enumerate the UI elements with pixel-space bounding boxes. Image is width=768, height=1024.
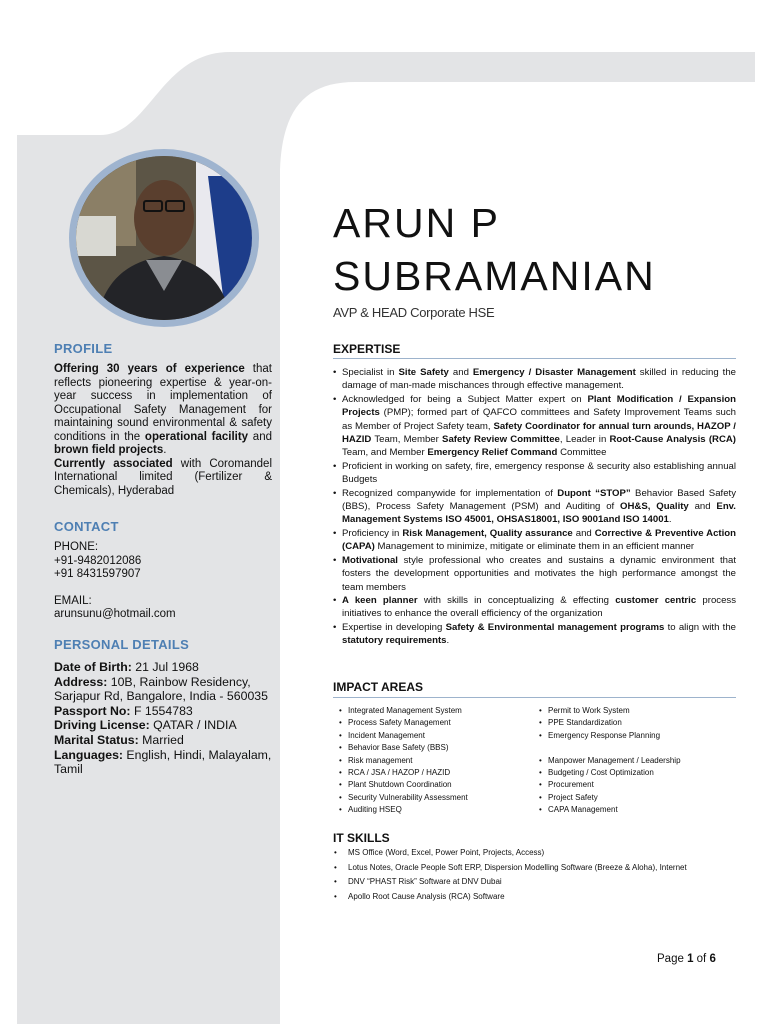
text: and — [248, 430, 272, 443]
phone-label: PHONE: — [54, 541, 99, 553]
bold-text: statutory requirements — [342, 635, 447, 647]
text: Acknowledged for being a Subject Matter expert on — [342, 393, 588, 405]
bold-text: Offering 30 years of experience — [54, 363, 245, 375]
text: to align with the — [664, 621, 736, 633]
expertise-list — [333, 366, 736, 648]
impact-item: • CAPA Management — [539, 804, 681, 816]
languages-row: Languages: English, Hindi, Malayalam, Tamil — [54, 747, 272, 777]
impact-item: • Permit to Work System — [539, 705, 681, 717]
impact-item: • Process Safety Management — [339, 717, 468, 729]
expertise-item — [333, 393, 736, 460]
text: skilled in reducing the damage of man-made mischances through effective management. — [342, 367, 737, 392]
bold-text: Safety Coordinator for annual turn arounds, HAZOP / HAZID — [342, 420, 736, 446]
text: Team, Member — [371, 434, 443, 446]
marital-row: Marital Status: Married — [54, 732, 184, 747]
bold-text: operational facility — [144, 430, 249, 443]
impact-item: • Procurement — [539, 779, 681, 791]
text: that reflects pioneering expertise & year-on-year success in implementation of Occupational Safety Management for maintaining sound environmental & safety conditions in the — [54, 363, 272, 443]
bold-text: Env. Management Systems ISO 45001, OHSAS18001, ISO 9001and ISO 14001 — [342, 501, 736, 526]
text: Team, and Member — [342, 447, 428, 459]
expertise-heading: EXPERTISE — [333, 342, 401, 356]
profile-heading: PROFILE — [54, 341, 113, 356]
impact-item: • Risk management — [339, 755, 468, 767]
profile-photo — [76, 156, 252, 320]
expertise-item — [333, 487, 736, 527]
text: and — [572, 527, 595, 539]
impact-item: • Incident Management — [339, 730, 468, 742]
text: style professional who creates and sustains a dynamic environment that fosters the development opportunities and motivates the high performance amongst the team members — [342, 554, 736, 593]
impact-item: • Plant Shutdown Coordination — [339, 779, 468, 791]
current-position — [54, 458, 272, 499]
bold-text: A keen planner — [342, 594, 418, 606]
text: Expertise in developing — [342, 621, 446, 633]
phone-number-1: +91-9482012086 — [54, 554, 142, 567]
personal-details-heading: PERSONAL DETAILS — [54, 637, 190, 652]
expertise-divider — [333, 358, 736, 359]
text: Proficiency in — [342, 527, 403, 539]
text: with skills in conceptualizing & effecting — [417, 594, 616, 606]
text: and — [448, 367, 473, 378]
expertise-item — [333, 621, 736, 648]
text: . — [668, 514, 672, 526]
expertise-item — [333, 554, 736, 594]
bold-text: Site Safety — [398, 367, 449, 378]
text: . — [163, 444, 167, 456]
text: . — [446, 635, 450, 647]
phone-number-2: +91 8431597907 — [54, 568, 141, 580]
impact-areas-heading: IMPACT AREAS — [333, 680, 423, 694]
impact-item: • PPE Standardization — [539, 717, 681, 729]
bold-text: Safety Review Committee — [442, 434, 560, 446]
impact-item: • Budgeting / Cost Optimization — [539, 767, 681, 779]
text: (PMP); formed part of QAFCO committees and Safety Improvement Teams such as Member of Project Safety team, — [342, 407, 736, 432]
email-label: EMAIL: — [54, 594, 92, 607]
impact-item: • RCA / JSA / HAZOP / HAZID — [339, 767, 468, 779]
email-address: arunsunu@hotmail.com — [54, 608, 176, 620]
text: Specialist in — [342, 367, 399, 378]
impact-item: • Auditing HSEQ — [339, 804, 468, 816]
bold-text: Currently associated — [54, 457, 173, 470]
bold-text: Corrective & Preventive Action (CAPA) — [342, 527, 736, 553]
text: Management to minimize, mitigate or eliminate them in an efficient manner — [374, 541, 695, 553]
text: Committee — [557, 447, 607, 459]
bold-text: Risk Management, Quality assurance — [402, 527, 573, 539]
contact-heading: CONTACT — [54, 519, 119, 534]
impact-column-2 — [539, 705, 681, 817]
text: Proficient in working on safety, fire, emergency response & security also establishing annual Budgets — [342, 460, 736, 486]
bold-text: customer centric — [615, 594, 697, 606]
impact-item: • Emergency Response Planning — [539, 730, 681, 742]
text: Behavior Based Safety (BBS), Process Safety Management (PSM) and Auditing of — [342, 487, 736, 513]
passport-row: Passport No: F 1554783 — [54, 703, 193, 718]
contact-block — [54, 541, 272, 622]
it-skill-item: • Apollo Root Cause Analysis (RCA) Software — [333, 891, 736, 903]
impact-item: • Manpower Management / Leadership — [539, 755, 681, 767]
impact-item: • Integrated Management System — [339, 705, 468, 717]
license-row: Driving License: QATAR / INDIA — [54, 718, 237, 733]
page-indicator: Page 1 of 6 — [657, 953, 716, 965]
text: process initiatives to enhance the overall efficiency of the organization — [342, 594, 737, 620]
address-row: Address: 10B, Rainbow Residency, Sarjapur Rd, Bangalore, India - 560035 — [54, 674, 268, 704]
name-line-2: SUBRAMANIAN — [333, 253, 656, 299]
it-skills-heading: IT SKILLS — [333, 831, 390, 845]
impact-item: • Behavior Base Safety (BBS) — [339, 742, 468, 754]
text: , Leader in — [559, 434, 610, 446]
expertise-item — [333, 460, 736, 487]
impact-column-1 — [339, 705, 468, 817]
bold-text: Motivational — [342, 554, 398, 566]
bold-text: Plant Modification / Expansion Projects — [342, 393, 736, 419]
dob-row: Date of Birth: 21 Jul 1968 — [54, 660, 199, 674]
text: with Coromandel International limited (Fertilizer & Chemicals), Hyderabad — [54, 457, 273, 497]
it-skill-item: • DNV “PHAST Risk” Software at DNV Dubai — [333, 876, 736, 888]
bold-text: OH&S, Quality — [620, 501, 689, 513]
name-line-1: ARUN P — [333, 200, 500, 246]
it-skills-list — [333, 847, 736, 905]
it-skill-item: • Lotus Notes, Oracle People Soft ERP, Dispersion Modelling Software (Breeze & Aloha), Internet — [333, 862, 736, 874]
impact-divider — [333, 697, 736, 698]
impact-item: • Project Safety — [539, 792, 681, 804]
bold-text: Safety & Environmental management programs — [445, 621, 665, 633]
job-title: AVP & HEAD Corporate HSE — [333, 305, 495, 320]
profile-paragraph — [54, 363, 272, 458]
text: and — [688, 501, 717, 513]
profile-summary — [54, 363, 272, 498]
bold-text: Root-Cause Analysis (RCA) — [609, 434, 736, 446]
it-skill-item: • MS Office (Word, Excel, Power Point, Projects, Access) — [333, 847, 736, 859]
bold-text: Dupont “STOP” — [557, 487, 631, 499]
text: Recognized companywide for implementation of — [342, 487, 558, 499]
expertise-item — [333, 594, 736, 621]
impact-item: • Security Vulnerability Assessment — [339, 792, 468, 804]
bold-text: Emergency Relief Command — [427, 447, 558, 459]
expertise-item — [333, 527, 736, 554]
bold-text: Emergency / Disaster Management — [472, 367, 636, 378]
bold-text: brown field projects — [54, 444, 164, 456]
personal-details — [54, 660, 272, 777]
expertise-item — [333, 366, 736, 393]
